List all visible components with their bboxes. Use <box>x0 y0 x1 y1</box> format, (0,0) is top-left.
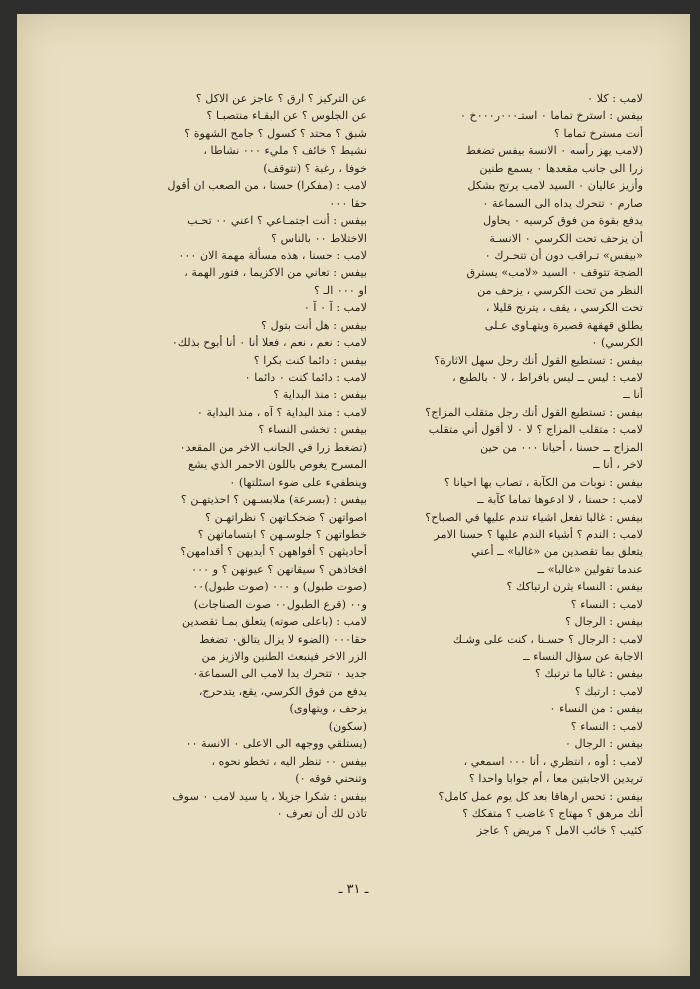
text-line: وينطفيء على ضوء اسئلتها) ٠ <box>229 475 367 489</box>
text-line: زرا الى جانب مقعدها ٠ يسمع طنين <box>479 161 643 175</box>
text-line: افخاذهن ؟ سيقانهن ؟ عيونهن ؟ و ٠٠٠ <box>191 562 367 576</box>
text-line: بيفس : تعاني من الاكزيما ، فتور الهمة ، <box>184 266 367 280</box>
text-line: بيفس : النساء يثرن ارتباكك ؟ <box>506 580 643 594</box>
text-line: بيفس : تستطيع القول أنك رجل سهل الاثارة؟ <box>434 353 643 367</box>
text-line: نشيط ؟ خائف ؟ مليء ٠٠٠ نشاطا ، <box>203 144 367 158</box>
text-line: صارم ٠ تتحرك يداه الى السماعة ٠ <box>482 196 643 210</box>
text-line: وتنحني فوقه ٠) <box>295 772 367 786</box>
left-text-column <box>105 90 367 822</box>
text-line: لامب : الرجال ؟ حسـنا ، كنت على وشـك <box>452 632 643 646</box>
text-line: لامب : ليس ــ ليس بافراط ، لا ٠ بالطبع ، <box>452 371 643 384</box>
text-line: بيفس : تحس ارهاقا بعد كل يوم عمل كامل؟ <box>438 789 643 803</box>
text-line: بيفس : الرجال ؟ <box>565 615 643 629</box>
text-line: بيفس : تخشى النساء ؟ <box>258 423 367 437</box>
text-line: خوفا ، رغبة ؟ (تتوقف) <box>263 161 367 175</box>
text-line: لامب : منذ البداية ؟ آه ، منذ البداية ٠ <box>196 405 367 419</box>
text-line: يزحف ، ويتهاوى) <box>289 702 367 716</box>
text-line: «بيفس» تـراقب دون أن تتحـرك ٠ <box>484 248 643 262</box>
book-page <box>17 14 690 976</box>
text-line: المزاج ــ حسنا ، أحيانا ٠٠٠ من حين <box>480 440 643 454</box>
text-line: لامب : النساء ؟ <box>570 597 643 611</box>
text-line: حقا ٠٠٠ <box>329 196 367 210</box>
text-line: بيفس : الرجال ٠ <box>564 737 643 751</box>
text-line: بيفس : شكرا جزيلا ، يا سيد لامب ٠ سوف <box>172 789 367 803</box>
text-line: اصواتهن ؟ ضحكـاتهن ؟ نظراتهـن ؟ <box>205 510 367 524</box>
text-line: لامب : (باعلى صوته) يتعلق بمـا تقصدين <box>182 615 367 629</box>
text-line: النظر من تحت الكرسي ، يزحف من <box>477 283 643 297</box>
text-line: الزر الاخر فينبعث الطنين والازيز من <box>201 650 367 663</box>
text-line: لامب : نعم ، نعم ، فعلا أنا ٠ أنا أبوح بذلك٠ <box>171 336 367 350</box>
text-line: لاخر ، أنا ــ <box>593 458 643 472</box>
text-line: الكرسي) ٠ <box>591 336 643 350</box>
text-line: المسرح يغوص باللون الاحمر الذي يشع <box>188 458 367 472</box>
text-line: بيفس : تستطيع القول أنك رجل متقلب المزاج؟ <box>425 405 643 419</box>
text-line: بيفس : استرخ تماما ٠ استـ٠٠٠ر٠٠٠خ ٠ <box>459 109 643 123</box>
text-line: الاختلاط ٠٠ بالناس ؟ <box>271 231 367 245</box>
text-line: بيفس : نوبات من الكآبة ، تصاب بها احيانا ؟ <box>443 475 643 489</box>
text-line: حقا٠٠٠ (الضوء لا يزال يتالق٠ تضغط <box>199 632 367 646</box>
text-line: بيفس : غالبا تفعل اشياء تندم عليها في الصباح؟ <box>425 510 643 524</box>
text-line: (لامب يهز رأسه ٠ الانسة بيفس تضغط <box>465 144 643 158</box>
text-line: بيفس : من النساء ٠ <box>549 702 643 716</box>
text-line: و٠٠ (قرع الطبول٠٠ صوت الصناجات) <box>193 597 367 611</box>
text-line: بيفس : دائما كنت بكرا ؟ <box>253 353 367 367</box>
text-line: (يستلقي ووجهه الى الاعلى ٠ الانسة ٠٠ <box>185 737 367 751</box>
text-line: عن الجلوس ؟ عن البقـاء منتصبـا ؟ <box>206 109 367 123</box>
text-line: بيفس : (بسرعة) ملابسـهن ؟ احذيتهـن ؟ <box>180 493 367 507</box>
text-line: لامب : (مفكرا) حسنا ، من الصعب ان أقول <box>167 179 367 193</box>
text-line: او ٠٠٠ الـ ؟ <box>314 283 367 297</box>
text-line: الاجابة عن سؤال النساء ــ <box>523 650 643 663</box>
text-line: لامب : كلا ٠ <box>587 92 643 105</box>
text-line: بيفس : أنت اجتمـاعي ؟ اعني ٠٠ تحـب <box>187 214 367 228</box>
text-line: (تضغط زرا في الجانب الاخر من المقعد٠ <box>179 440 367 454</box>
text-line: لامب : ارتبك ؟ <box>574 684 643 698</box>
text-line: لامب : دائما كنت ٠ دائما ٠ <box>244 371 367 384</box>
text-line: تاذن لك أن تعرف ٠ <box>276 806 367 820</box>
text-line: تحت الكرسي ، يقف ، يترنح قليلا ، <box>485 301 643 315</box>
text-line: لامب : أوه ، انتظري ، أنا ٠٠٠ اسمعي ، <box>463 754 643 768</box>
text-line: أن يزحف تحت الكرسي ٠ الانسـة <box>489 231 643 245</box>
text-line: بيفس : هل أنت بتول ؟ <box>261 318 367 332</box>
right-text-column <box>375 90 643 840</box>
text-line: أنك مرهق ؟ مهتاج ؟ غاضب ؟ متفكك ؟ <box>462 806 643 820</box>
text-line: عن التركيز ؟ ارق ؟ عاجز عن الاكل ؟ <box>195 92 367 105</box>
text-line: كئيب ؟ خائب الامل ؟ مريض ؟ عاجز <box>476 824 643 838</box>
text-line: خطواتهن ؟ جلوسـهن ؟ ابتساماتهن ؟ <box>197 527 367 541</box>
text-line: لامب : الندم ؟ أشياء الندم عليها ؟ حسنا الامر <box>434 527 643 541</box>
text-line: بيفس : منذ البداية ؟ <box>273 388 367 402</box>
text-line: يدفع من فوق الكرسي، يقع، يتدحرج، <box>198 684 367 698</box>
text-line: لامب : آ ٠ آ ٠ <box>303 301 367 315</box>
text-line: وأزيز عاليان ٠ السيد لامب يرتج بشكل <box>467 179 643 193</box>
text-line: أنت مسترخ تماما ؟ <box>554 126 643 140</box>
text-line: (صوت طبول) و ٠٠٠ (صوت طبول)٠٠ <box>192 580 367 594</box>
text-line: الضجة تتوقف ٠ السيد «لامب» يسترق <box>466 266 643 280</box>
text-line: عندما تقولين «غالبا» ــ <box>537 562 643 576</box>
text-line: لامب : حسنا ، هذه مسألة مهمة الان ٠٠٠ <box>178 248 367 262</box>
text-line: أنا ــ <box>623 388 643 402</box>
page-number: ـ ٣١ ـ <box>338 882 369 897</box>
text-line: تريدين الاجابتين معا ، أم جوابا واحدا ؟ <box>468 772 643 786</box>
text-line: يدفع بقوة من فوق كرسيه ٠ يحاول <box>483 214 643 228</box>
text-line: لامب : متقلب المزاج ؟ لا ٠ لا أقول أني متقلب <box>428 423 643 437</box>
text-line: جديد ٠ تتحرك يدا لامب الى السماعة٠ <box>192 667 367 681</box>
text-line: شبق ؟ محتد ؟ كسول ؟ جامح الشهوة ؟ <box>184 126 367 140</box>
text-line: أحاديثهن ؟ أفواههن ؟ أيديهن ؟ أقدامهن؟ <box>180 545 367 559</box>
text-line: يتعلق بما تقصدين من «غالبا» ــ أعني <box>471 545 643 559</box>
text-line: (سكون) <box>328 719 367 733</box>
text-line: لامب : حسنا ، لا ادعوها تماما كآبة ــ <box>477 493 643 507</box>
text-line: يطلق قهقهة قصيرة ويتهـاوى عـلى <box>484 318 643 332</box>
text-line: بيفس ٠٠ تنظر اليه ، تخطو نحوه ، <box>211 754 367 768</box>
text-line: بيفس : غالبا ما ترتبك ؟ <box>535 667 643 681</box>
text-line: لامب : النساء ؟ <box>570 719 643 733</box>
